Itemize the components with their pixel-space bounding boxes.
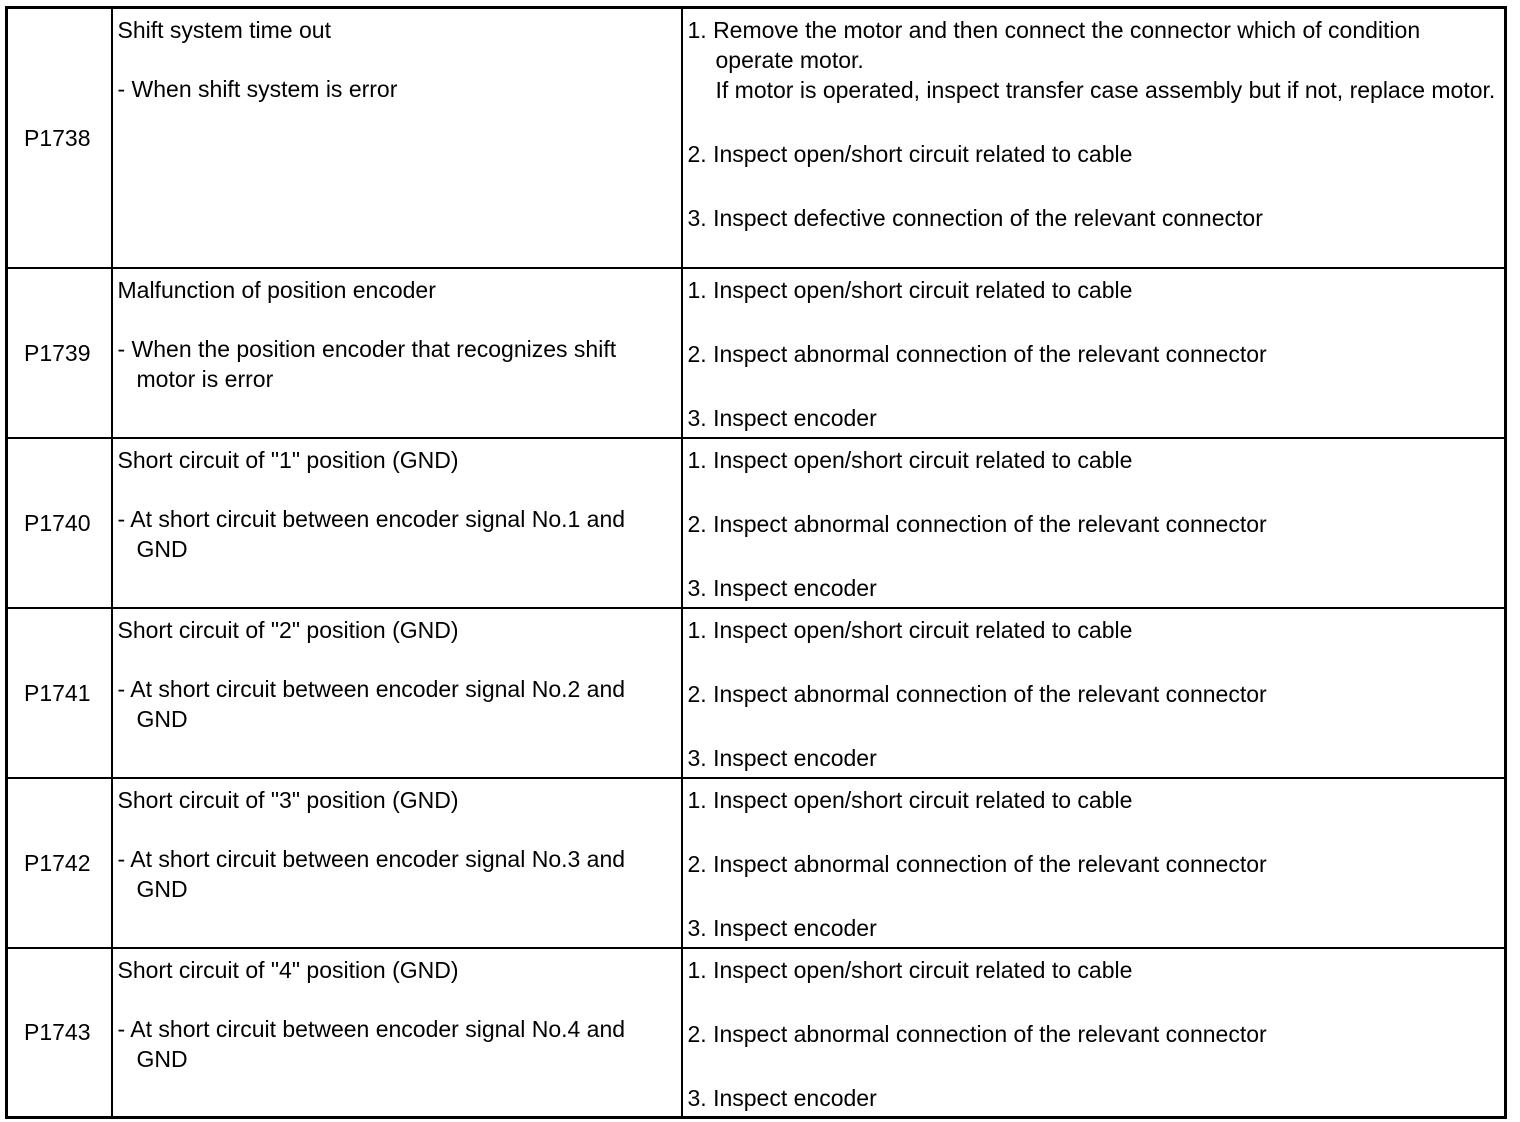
dtc-title: Short circuit of "3" position (GND): [117, 786, 459, 813]
action-item: 3. Inspect encoder: [687, 1084, 877, 1111]
dtc-code: P1742: [7, 778, 112, 948]
dtc-description: [112, 948, 682, 1118]
dtc-condition: - When shift system is error: [117, 76, 398, 102]
action-item: [688, 15, 1501, 105]
dtc-code: P1741: [7, 608, 112, 778]
dtc-table: [5, 6, 1507, 1119]
action-item: 3. Inspect encoder: [687, 744, 877, 771]
table-row: [7, 778, 1506, 948]
action-subtext: If motor is operated, inspect transfer case assembly but if not, replace motor.: [715, 77, 1496, 103]
dtc-condition: - At short circuit between encoder signal No.1 and GND: [117, 505, 626, 562]
action-item: 2. Inspect abnormal connection of the relevant connector: [687, 340, 1267, 367]
action-item: 1. Inspect open/short circuit related to cable: [687, 956, 1133, 983]
table-row: [7, 608, 1506, 778]
dtc-title: Malfunction of position encoder: [117, 276, 436, 303]
action-item: 3. Inspect defective connection of the relevant connector: [687, 205, 1263, 231]
action-item: 1. Inspect open/short circuit related to cable: [687, 786, 1133, 813]
dtc-code: P1739: [7, 268, 112, 438]
dtc-condition: - At short circuit between encoder signal No.2 and GND: [117, 675, 626, 732]
action-text: 1. Remove the motor and then connect the connector which of condition operate motor.: [687, 17, 1421, 73]
action-item: 2. Inspect abnormal connection of the relevant connector: [687, 510, 1267, 537]
table-row: [7, 268, 1506, 438]
table-row: [7, 8, 1506, 268]
action-item: 1. Inspect open/short circuit related to cable: [687, 276, 1133, 303]
action-item: 2. Inspect abnormal connection of the relevant connector: [687, 850, 1267, 877]
dtc-actions: [682, 438, 1506, 608]
dtc-actions: [682, 948, 1506, 1118]
dtc-actions: [682, 8, 1506, 268]
dtc-title: Short circuit of "2" position (GND): [117, 616, 459, 643]
dtc-condition: - When the position encoder that recognizes shift motor is error: [117, 335, 617, 392]
dtc-actions: [682, 608, 1506, 778]
dtc-code: P1738: [7, 8, 112, 268]
action-item: 3. Inspect encoder: [687, 404, 877, 431]
dtc-code: P1743: [7, 948, 112, 1118]
dtc-description: [112, 438, 682, 608]
table-row: [7, 438, 1506, 608]
dtc-description: [112, 8, 682, 268]
action-item: 2. Inspect abnormal connection of the relevant connector: [687, 680, 1267, 707]
dtc-description: [112, 778, 682, 948]
dtc-title: Shift system time out: [117, 17, 331, 43]
dtc-description: [112, 608, 682, 778]
dtc-code: P1740: [7, 438, 112, 608]
dtc-title: Short circuit of "1" position (GND): [117, 446, 459, 473]
dtc-actions: [682, 268, 1506, 438]
action-item: 1. Inspect open/short circuit related to cable: [687, 616, 1133, 643]
dtc-title: Short circuit of "4" position (GND): [117, 956, 459, 983]
action-item: 2. Inspect open/short circuit related to cable: [687, 141, 1133, 167]
dtc-description: [112, 268, 682, 438]
action-item: 1. Inspect open/short circuit related to cable: [687, 446, 1133, 473]
dtc-condition: - At short circuit between encoder signal No.3 and GND: [117, 845, 626, 902]
dtc-actions: [682, 778, 1506, 948]
dtc-condition: - At short circuit between encoder signal No.4 and GND: [117, 1015, 626, 1072]
table-row: [7, 948, 1506, 1118]
action-item: 3. Inspect encoder: [687, 914, 877, 941]
action-item: 3. Inspect encoder: [687, 574, 877, 601]
action-item: 2. Inspect abnormal connection of the relevant connector: [687, 1020, 1267, 1047]
